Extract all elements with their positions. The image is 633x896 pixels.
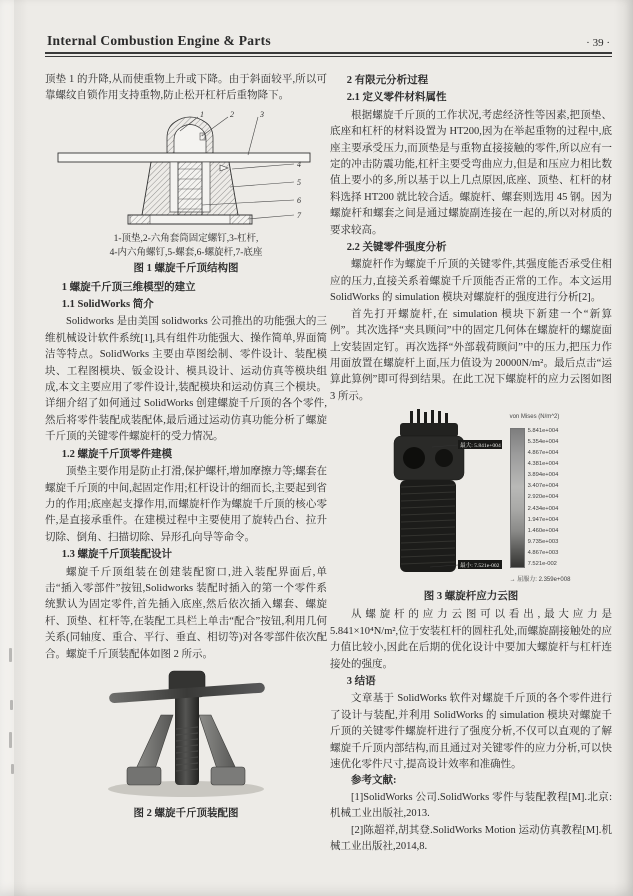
- heading-section-1: 1 螺旋千斤顶三维模型的建立: [61, 281, 196, 293]
- paragraph-2-2b: 首先打开螺旋杆,在 simulation 模块下新建一个“新算例”。其次选择“夹具顾问”中的固定几何体在螺旋杆的螺旋面上安装固定钉。再次选择“外部载荷顾问”中的压力,把压力作用面放置在螺旋杆上面,压力值设为 20000N/m²。最后点击“运算此算例”即可得到结果。在此工况下螺旋杆的应力云图如图 3 所示。: [330, 308, 612, 402]
- figure1-legend-line1: 1-顶垫,2-六角套筒固定螺钉,3-杠杆,: [113, 234, 259, 245]
- legend-value: 2.920e+004: [527, 494, 559, 501]
- legend-value: 4.867e+003: [527, 550, 559, 557]
- bleed-mark: [9, 732, 12, 748]
- heading-section-2-1: 2.1 定义零件材料属性: [346, 92, 447, 104]
- heading-section-1-2: 1.2 螺旋千斤顶零件建模: [61, 448, 173, 460]
- binding-gutter-shadow: [14, 0, 28, 896]
- reference-1: [1]SolidWorks 公司.SolidWorks 零件与装配教程[M].北京:机械工业出版社,2013.: [330, 791, 612, 820]
- heading-section-1-3: 1.3 螺旋千斤顶装配设计: [61, 549, 173, 561]
- legend-value: 3.407e+004: [527, 483, 559, 490]
- figure2-caption: 图 2 螺旋千斤顶装配图: [133, 808, 239, 820]
- legend-value: 4.867e+004: [527, 449, 559, 456]
- legend-value: 9.735e+003: [527, 539, 559, 546]
- legend-value: 3.894e+004: [527, 472, 559, 479]
- figure1-svg: [52, 109, 320, 227]
- paragraph-3: 文章基于 SolidWorks 软件对螺旋千斤顶的各个零件进行了设计与装配,并利用 SolidWorks 的 simulation 模块对螺旋千斤顶的关键零件螺旋杆进行了强度分析,不仅可以直观的了解螺旋千斤顶内部结构,而且通过对关键零件的应力分析,可以快速优化零件尺寸,提高设计效率和准确性。: [330, 693, 612, 770]
- legend-value: 7.521e-002: [527, 561, 557, 568]
- page-header: [45, 33, 612, 57]
- legend-value: 1.460e+004: [527, 527, 559, 534]
- figure3-stress-plot: [330, 409, 612, 605]
- heading-section-2: 2 有限元分析过程: [346, 75, 429, 86]
- fig1-num-5: 5: [297, 177, 301, 187]
- figure3-model-svg: [372, 409, 504, 577]
- paragraph-1-3: 螺旋千斤顶组装在创建装配窗口,进入装配界面后,单击“插入零部件”按钮,Solidworks 装配时插入的第一个零件系统默认为固定零件,首先插入底座,然后依次插入螺套、螺旋杆、顶垫、杠杆等,在装配工具栏上单击“配合”按钮,利用几何关系(同轴度、重合、平行、垂直、相切等)对各零部件依次配合。螺旋千斤顶装配体如图 2 所示。: [45, 566, 327, 660]
- paragraph-1-1: Solidworks 是由美国 solidworks 公司推出的功能强大的三维机械设计软件系统[1],具有组件功能强大、操作简单,界面简洁等特点。SolidWorks 主要由草图绘制、零件设计、装配模块、工程图模块、钣金设计、模具设计、运动仿真等模块组成,本文主要应用了零件设计,装配模块和运动仿真三个模块。详细介绍了如何通过 SolidWorks 创建螺旋千斤顶的各个零件,然后将零件装配成装配体,最后通过运动仿真功能分析了螺旋千斤顶的关键零件螺旋杆的受力情况。: [45, 316, 327, 443]
- legend-value: 5.354e+004: [527, 438, 559, 445]
- fig1-lever-bar: [58, 153, 310, 162]
- fig2-right-leg: [199, 715, 237, 775]
- fig1-num-3: 3: [260, 109, 264, 119]
- legend-value: 2.434e+004: [527, 505, 559, 512]
- bleed-mark: [9, 648, 12, 662]
- heading-section-2-2: 2.2 关键零件强度分析: [346, 242, 447, 254]
- legend-value: 4.381e+004: [527, 461, 559, 467]
- journal-title: Internal Combustion Engine & Parts: [47, 33, 271, 48]
- fig1-num-2: 2: [230, 109, 234, 119]
- header-rule-thin: [45, 56, 612, 57]
- fig2-left-leg: [135, 715, 173, 775]
- figure2-svg: [91, 667, 281, 799]
- left-column: [45, 72, 327, 825]
- fig1-screw-shaft: [178, 162, 202, 218]
- fig2-right-foot: [211, 767, 245, 785]
- heading-section-1-1: 1.1 SolidWorks 简介: [61, 299, 154, 311]
- fig3-color-legend: [510, 409, 571, 588]
- fig1-num-4: 4: [297, 159, 301, 169]
- paragraph-1-2: 顶垫主要作用是防止打滑,保护螺杆,增加摩擦力等;螺套在螺旋千斤顶的中间,起固定作用;杠杆设计的细而长,主要起到省力的作用;底座起支撑作用,而螺旋杆作为螺旋千斤顶的核心零件,是直接承重件。在建模过程中主要使用了旋转凸台、拉升切除、倒角、扫描切除、异形孔向导等命令。: [45, 466, 327, 543]
- legend-value: 5.841e+004: [527, 427, 559, 434]
- fig3-legend-title: von Mises (N/m^2): [509, 414, 560, 421]
- fig3-legend-color-bar: [510, 428, 525, 568]
- paragraph-2-3: 从螺旋杆的应力云图可以看出,最大应力是 5.841×10⁴N/m²,位于安装杠杆的圆柱孔处,而螺旋副接触处的应力值比较小,因此在后期的优化设计中要加大螺旋杆与杠杆连接处的强度。: [330, 609, 612, 670]
- right-column: [330, 72, 612, 855]
- fig3-max-callout-label: 最大: 5.841e+004: [459, 443, 501, 450]
- fig3-min-callout-label: 最小: 7.521e-002: [459, 563, 500, 570]
- bleed-mark: [10, 700, 13, 710]
- page-number: · 39 ·: [586, 37, 610, 49]
- fig2-left-foot: [127, 767, 161, 785]
- references-heading: 参考文献:: [351, 775, 397, 787]
- figure1-structure-drawing: [45, 109, 327, 278]
- fig3-yield-strength-label: → 屈服力: 2.359e+008: [509, 576, 571, 583]
- fig1-num-7: 7: [297, 210, 301, 220]
- paragraph-2-2a: 螺旋杆作为螺旋千斤顶的关键零件,其强度能否承受住相应的压力,直接关系着螺旋千斤顶能否正常的工作。本文运用 SolidWorks 的 simulation 模块对螺旋杆的强度进行分析[2]。: [330, 259, 612, 304]
- paragraph-2-1: 根据螺旋千斤顶的工作状况,考虑经济性等因素,把顶垫、底座和杠杆的材料设置为 HT200,因为在举起重物的过程中,底座主要承受压力,而顶垫是与重物直接接触的零件,所以应有一定的冲击防震功能,杠杆主要受弯曲应力,但是和压应力相比数值上要小的多,所以基于以上几点原因,底座、顶垫、杠杆的材料选择 HT200 就比较合适。螺旋杆、螺套则选用 45 钢。因为螺旋杆和螺套之间是通过螺旋副连接在一起的,所以对材质的要求较高。: [330, 109, 612, 236]
- fig1-num-6: 6: [297, 195, 301, 205]
- fig1-num-1: 1: [200, 109, 204, 119]
- header-rule-thick: [45, 52, 612, 54]
- fig3-fixture-pins: [410, 409, 448, 424]
- bleed-mark: [11, 764, 14, 774]
- fig3-lever-hole-right: [435, 449, 453, 467]
- figure1-caption: 图 1 螺旋千斤顶结构图: [133, 263, 239, 275]
- figure3-caption: 图 3 螺旋杆应力云图: [423, 590, 519, 602]
- fig3-lever-hole-left: [403, 447, 425, 469]
- figure1-legend-line2: 4-内六角螺钉,5-螺套,6-螺旋杆,7-底座: [109, 247, 263, 258]
- heading-section-3: 3 结语: [346, 675, 376, 687]
- paragraph-intro: 顶垫 1 的升降,从而使重物上升或下降。由于斜面较平,所以可靠螺纹自锁作用支持重物,防止松开杠杆后重物降下。: [45, 74, 327, 102]
- reference-2: [2]陈超祥,胡其登.SolidWorks Motion 运动仿真教程[M].机械工业出版社,2014,8.: [330, 824, 612, 853]
- legend-value: 1.947e+004: [527, 516, 559, 523]
- fig3-head-cap: [400, 423, 458, 437]
- figure2-assembly-render: [45, 667, 327, 823]
- fig3-legend-tick-values: [528, 428, 559, 568]
